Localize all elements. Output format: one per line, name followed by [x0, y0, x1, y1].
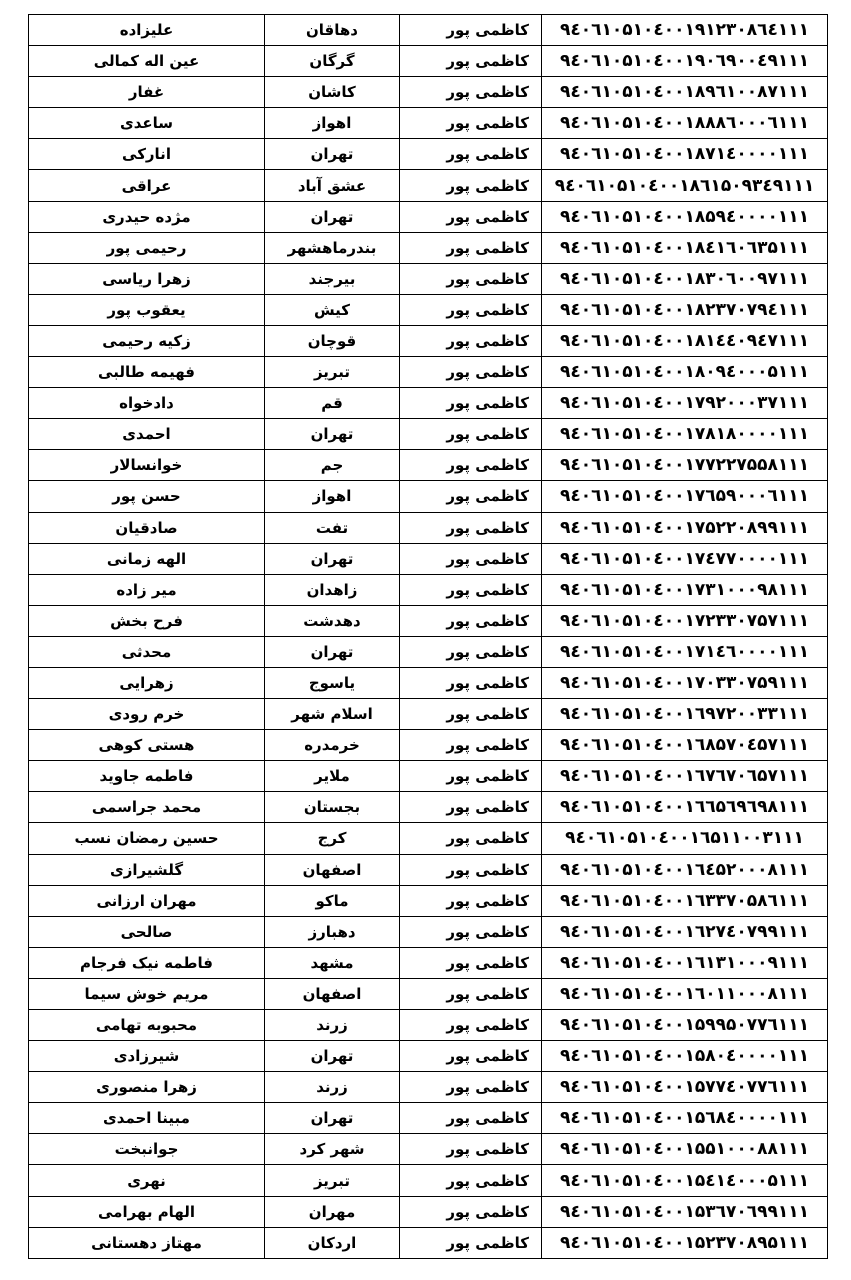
last-name-cell: کاظمی پور: [400, 77, 542, 108]
code-cell: ۹٤۰٦۱۰۵۱۰٤۰۰۱۷۱٤٦۰۰۰۰۱۱۱: [542, 636, 828, 667]
name-cell: الهه زمانی: [29, 543, 265, 574]
code-cell: ۹٤۰٦۱۰۵۱۰٤۰۰۱۷۵۲۲۰۸۹۹۱۱۱: [542, 512, 828, 543]
code-cell: ۹٤۰٦۱۰۵۱۰٤۰۰۱٦٦۵٦۹٦۹۸۱۱۱: [542, 792, 828, 823]
last-name-cell: کاظمی پور: [400, 481, 542, 512]
name-cell: احمدی: [29, 419, 265, 450]
name-cell: انارکی: [29, 139, 265, 170]
code-cell: ۹٤۰٦۱۰۵۱۰٤۰۰۱۸۱٤٤۰۹٤۷۱۱۱: [542, 325, 828, 356]
name-cell: گلشیرازی: [29, 854, 265, 885]
city-cell: بجستان: [265, 792, 400, 823]
last-name-cell: کاظمی پور: [400, 294, 542, 325]
code-cell: ۹٤۰٦۱۰۵۱۰٤۰۰۱۸۵۹٤۰۰۰۰۱۱۱: [542, 201, 828, 232]
name-cell: مبینا احمدی: [29, 1103, 265, 1134]
name-cell: شیرزادی: [29, 1041, 265, 1072]
name-cell: عین اله کمالی: [29, 46, 265, 77]
name-cell: فرح بخش: [29, 605, 265, 636]
city-cell: قوچان: [265, 325, 400, 356]
code-cell: ۹٤۰٦۱۰۵۱۰٤۰۰۱۵۲۳۷۰۸۹۵۱۱۱: [542, 1227, 828, 1258]
city-cell: تبریز: [265, 1165, 400, 1196]
city-cell: قم: [265, 388, 400, 419]
code-cell: ۹٤۰٦۱۰۵۱۰٤۰۰۱٦۲۷٤۰۷۹۹۱۱۱: [542, 916, 828, 947]
last-name-cell: کاظمی پور: [400, 947, 542, 978]
table-row: [29, 108, 828, 139]
code-cell: ۹٤۰٦۱۰۵۱۰٤۰۰۱٦۸۵۷۰٤۵۷۱۱۱: [542, 730, 828, 761]
code-cell: ۹٤۰٦۱۰۵۱۰٤۰۰۱۸۹٦۱۰۰۸۷۱۱۱: [542, 77, 828, 108]
last-name-cell: کاظمی پور: [400, 15, 542, 46]
city-cell: زرند: [265, 1072, 400, 1103]
table-row: [29, 667, 828, 698]
last-name-cell: کاظمی پور: [400, 1103, 542, 1134]
table-row: [29, 1010, 828, 1041]
table-row: [29, 574, 828, 605]
table-row: [29, 823, 828, 854]
city-cell: دهاقان: [265, 15, 400, 46]
name-cell: مژده حیدری: [29, 201, 265, 232]
name-cell: علیزاده: [29, 15, 265, 46]
table-row: [29, 978, 828, 1009]
last-name-cell: کاظمی پور: [400, 139, 542, 170]
name-cell: رحیمی پور: [29, 232, 265, 263]
city-cell: کیش: [265, 294, 400, 325]
table-row: [29, 543, 828, 574]
city-cell: زاهدان: [265, 574, 400, 605]
code-cell: ۹٤۰٦۱۰۵۱۰٤۰۰۱٦۵۱۱۰۰۳۱۱۱: [542, 823, 828, 854]
table-row: [29, 1227, 828, 1258]
name-cell: یعقوب پور: [29, 294, 265, 325]
city-cell: تهران: [265, 201, 400, 232]
table-row: [29, 947, 828, 978]
code-cell: ۹٤۰٦۱۰۵۱۰٤۰۰۱۷۳۱۰۰۰۹۸۱۱۱: [542, 574, 828, 605]
table-row: [29, 792, 828, 823]
name-cell: زهرا منصوری: [29, 1072, 265, 1103]
table-row: [29, 139, 828, 170]
city-cell: کاشان: [265, 77, 400, 108]
last-name-cell: کاظمی پور: [400, 1227, 542, 1258]
name-cell: دادخواه: [29, 388, 265, 419]
table-row: [29, 15, 828, 46]
name-cell: حسن پور: [29, 481, 265, 512]
table-row: [29, 325, 828, 356]
table-row: [29, 916, 828, 947]
name-cell: نهری: [29, 1165, 265, 1196]
city-cell: ماکو: [265, 885, 400, 916]
table-row: [29, 1134, 828, 1165]
last-name-cell: کاظمی پور: [400, 512, 542, 543]
code-cell: ۹٤۰٦۱۰۵۱۰٤۰۰۱٦٤۵۲۰۰۰۸۱۱۱: [542, 854, 828, 885]
city-cell: اردکان: [265, 1227, 400, 1258]
city-cell: ملایر: [265, 761, 400, 792]
name-cell: مهران ارزانی: [29, 885, 265, 916]
last-name-cell: کاظمی پور: [400, 232, 542, 263]
code-cell: ۹٤۰٦۱۰۵۱۰٤۰۰۱۸٦۱۵۰۹۳٤۹۱۱۱: [542, 170, 828, 201]
name-cell: حسین رمضان نسب: [29, 823, 265, 854]
name-cell: صادقیان: [29, 512, 265, 543]
city-cell: تهران: [265, 139, 400, 170]
name-cell: مهتاز دهستانی: [29, 1227, 265, 1258]
last-name-cell: کاظمی پور: [400, 46, 542, 77]
name-cell: زهرا ریاسی: [29, 263, 265, 294]
city-cell: تهران: [265, 419, 400, 450]
name-cell: صالحی: [29, 916, 265, 947]
city-cell: مهران: [265, 1196, 400, 1227]
name-cell: محبوبه تهامی: [29, 1010, 265, 1041]
code-cell: ۹٤۰٦۱۰۵۱۰٤۰۰۱۷۸۱۸۰۰۰۰۱۱۱: [542, 419, 828, 450]
code-cell: ۹٤۰٦۱۰۵۱۰٤۰۰۱۷٦۵۹۰۰۰٦۱۱۱: [542, 481, 828, 512]
last-name-cell: کاظمی پور: [400, 1041, 542, 1072]
last-name-cell: کاظمی پور: [400, 978, 542, 1009]
city-cell: دهدشت: [265, 605, 400, 636]
table-row: [29, 1041, 828, 1072]
name-cell: مریم خوش سیما: [29, 978, 265, 1009]
name-cell: عراقی: [29, 170, 265, 201]
last-name-cell: کاظمی پور: [400, 1010, 542, 1041]
name-cell: محدثی: [29, 636, 265, 667]
last-name-cell: کاظمی پور: [400, 543, 542, 574]
city-cell: بیرجند: [265, 263, 400, 294]
city-cell: یاسوج: [265, 667, 400, 698]
code-cell: ۹٤۰٦۱۰۵۱۰٤۰۰۱۹۰٦۹۰۰٤۹۱۱۱: [542, 46, 828, 77]
city-cell: خرمدره: [265, 730, 400, 761]
last-name-cell: کاظمی پور: [400, 388, 542, 419]
code-cell: ۹٤۰٦۱۰۵۱۰٤۰۰۱٦۱۳۱۰۰۰۹۱۱۱: [542, 947, 828, 978]
name-cell: غفار: [29, 77, 265, 108]
code-cell: ۹٤۰٦۱۰۵۱۰٤۰۰۱٦۰۱۱۰۰۰۸۱۱۱: [542, 978, 828, 1009]
last-name-cell: کاظمی پور: [400, 1196, 542, 1227]
code-cell: ۹٤۰٦۱۰۵۱۰٤۰۰۱۷۲۳۳۰۷۵۷۱۱۱: [542, 605, 828, 636]
last-name-cell: کاظمی پور: [400, 730, 542, 761]
code-cell: ۹٤۰٦۱۰۵۱۰٤۰۰۱۹۱۲۳۰۸٦٤۱۱۱: [542, 15, 828, 46]
table-row: [29, 699, 828, 730]
city-cell: تبریز: [265, 357, 400, 388]
last-name-cell: کاظمی پور: [400, 325, 542, 356]
table-row: [29, 854, 828, 885]
code-cell: ۹٤۰٦۱۰۵۱۰٤۰۰۱۸۸۸٦۰۰۰٦۱۱۱: [542, 108, 828, 139]
code-cell: ۹٤۰٦۱۰۵۱۰٤۰۰۱۵٤۱٤۰۰۰۵۱۱۱: [542, 1165, 828, 1196]
city-cell: تهران: [265, 1103, 400, 1134]
code-cell: ۹٤۰٦۱۰۵۱۰٤۰۰۱۷۷۲۲۷۵۵۸۱۱۱: [542, 450, 828, 481]
city-cell: اصفهان: [265, 854, 400, 885]
table-row: [29, 77, 828, 108]
table-row: [29, 388, 828, 419]
city-cell: کرج: [265, 823, 400, 854]
last-name-cell: کاظمی پور: [400, 1134, 542, 1165]
table-row: [29, 885, 828, 916]
last-name-cell: کاظمی پور: [400, 357, 542, 388]
code-cell: ۹٤۰٦۱۰۵۱۰٤۰۰۱۷٤۷۷۰۰۰۰۱۱۱: [542, 543, 828, 574]
last-name-cell: کاظمی پور: [400, 667, 542, 698]
last-name-cell: کاظمی پور: [400, 885, 542, 916]
last-name-cell: کاظمی پور: [400, 108, 542, 139]
table-row: [29, 636, 828, 667]
table-row: [29, 170, 828, 201]
city-cell: شهر کرد: [265, 1134, 400, 1165]
name-cell: خرم رودی: [29, 699, 265, 730]
name-cell: الهام بهرامی: [29, 1196, 265, 1227]
table-row: [29, 1103, 828, 1134]
city-cell: اهواز: [265, 481, 400, 512]
city-cell: بندرماهشهر: [265, 232, 400, 263]
last-name-cell: کاظمی پور: [400, 761, 542, 792]
last-name-cell: کاظمی پور: [400, 916, 542, 947]
last-name-cell: کاظمی پور: [400, 605, 542, 636]
city-cell: دهبارز: [265, 916, 400, 947]
table-row: [29, 201, 828, 232]
name-cell: جوانبخت: [29, 1134, 265, 1165]
code-cell: ۹٤۰٦۱۰۵۱۰٤۰۰۱۵۷۷٤۰۷۷٦۱۱۱: [542, 1072, 828, 1103]
code-cell: ۹٤۰٦۱۰۵۱۰٤۰۰۱۸۲۳۷۰۷۹٤۱۱۱: [542, 294, 828, 325]
city-cell: تهران: [265, 1041, 400, 1072]
last-name-cell: کاظمی پور: [400, 450, 542, 481]
city-cell: عشق آباد: [265, 170, 400, 201]
name-cell: زکیه رحیمی: [29, 325, 265, 356]
table-row: [29, 232, 828, 263]
table-row: [29, 419, 828, 450]
last-name-cell: کاظمی پور: [400, 854, 542, 885]
code-cell: ۹٤۰٦۱۰۵۱۰٤۰۰۱۵۳٦۷۰٦۹۹۱۱۱: [542, 1196, 828, 1227]
city-cell: اسلام شهر: [265, 699, 400, 730]
last-name-cell: کاظمی پور: [400, 574, 542, 605]
code-cell: ۹٤۰٦۱۰۵۱۰٤۰۰۱۸٤۱٦۰٦۳۵۱۱۱: [542, 232, 828, 263]
last-name-cell: کاظمی پور: [400, 699, 542, 730]
city-cell: تهران: [265, 543, 400, 574]
last-name-cell: کاظمی پور: [400, 636, 542, 667]
city-cell: اصفهان: [265, 978, 400, 1009]
name-cell: ساعدی: [29, 108, 265, 139]
code-cell: ۹٤۰٦۱۰۵۱۰٤۰۰۱۵٦۸٤۰۰۰۰۱۱۱: [542, 1103, 828, 1134]
name-cell: هستی کوهی: [29, 730, 265, 761]
table-row: [29, 605, 828, 636]
last-name-cell: کاظمی پور: [400, 419, 542, 450]
code-cell: ۹٤۰٦۱۰۵۱۰٤۰۰۱۷۹۲۰۰۰۳۷۱۱۱: [542, 388, 828, 419]
table-row: [29, 357, 828, 388]
table-row: [29, 730, 828, 761]
last-name-cell: کاظمی پور: [400, 792, 542, 823]
last-name-cell: کاظمی پور: [400, 1072, 542, 1103]
name-cell: فاطمه جاوید: [29, 761, 265, 792]
city-cell: تهران: [265, 636, 400, 667]
code-cell: ۹٤۰٦۱۰۵۱۰٤۰۰۱۵۹۹۵۰۷۷٦۱۱۱: [542, 1010, 828, 1041]
city-cell: گرگان: [265, 46, 400, 77]
name-cell: زهرایی: [29, 667, 265, 698]
city-cell: اهواز: [265, 108, 400, 139]
name-cell: فهیمه طالبی: [29, 357, 265, 388]
code-cell: ۹٤۰٦۱۰۵۱۰٤۰۰۱٦۳۳۷۰۵۸٦۱۱۱: [542, 885, 828, 916]
table-row: [29, 512, 828, 543]
code-cell: ۹٤۰٦۱۰۵۱۰٤۰۰۱۸۰۹٤۰۰۰۵۱۱۱: [542, 357, 828, 388]
code-cell: ۹٤۰٦۱۰۵۱۰٤۰۰۱۷۰۳۳۰۷۵۹۱۱۱: [542, 667, 828, 698]
city-cell: مشهد: [265, 947, 400, 978]
name-cell: میر زاده: [29, 574, 265, 605]
last-name-cell: کاظمی پور: [400, 263, 542, 294]
code-cell: ۹٤۰٦۱۰۵۱۰٤۰۰۱۵۵۱۰۰۰۸۸۱۱۱: [542, 1134, 828, 1165]
last-name-cell: کاظمی پور: [400, 1165, 542, 1196]
last-name-cell: کاظمی پور: [400, 823, 542, 854]
table-row: [29, 1165, 828, 1196]
name-cell: فاطمه نیک فرجام: [29, 947, 265, 978]
records-table: [28, 14, 828, 1259]
table-row: [29, 481, 828, 512]
code-cell: ۹٤۰٦۱۰۵۱۰٤۰۰۱۸۳۰٦۰۰۹۷۱۱۱: [542, 263, 828, 294]
code-cell: ۹٤۰٦۱۰۵۱۰٤۰۰۱۸۷۱٤۰۰۰۰۱۱۱: [542, 139, 828, 170]
table-row: [29, 1196, 828, 1227]
name-cell: محمد جراسمی: [29, 792, 265, 823]
last-name-cell: کاظمی پور: [400, 201, 542, 232]
code-cell: ۹٤۰٦۱۰۵۱۰٤۰۰۱٦۷٦۷۰٦۵۷۱۱۱: [542, 761, 828, 792]
records-table-body: [29, 15, 828, 1259]
city-cell: جم: [265, 450, 400, 481]
table-row: [29, 263, 828, 294]
code-cell: ۹٤۰٦۱۰۵۱۰٤۰۰۱٦۹۷۲۰۰۳۳۱۱۱: [542, 699, 828, 730]
table-row: [29, 46, 828, 77]
last-name-cell: کاظمی پور: [400, 170, 542, 201]
table-row: [29, 294, 828, 325]
city-cell: تفت: [265, 512, 400, 543]
table-row: [29, 450, 828, 481]
name-cell: خوانسالار: [29, 450, 265, 481]
table-row: [29, 1072, 828, 1103]
city-cell: زرند: [265, 1010, 400, 1041]
table-row: [29, 761, 828, 792]
code-cell: ۹٤۰٦۱۰۵۱۰٤۰۰۱۵۸۰٤۰۰۰۰۱۱۱: [542, 1041, 828, 1072]
